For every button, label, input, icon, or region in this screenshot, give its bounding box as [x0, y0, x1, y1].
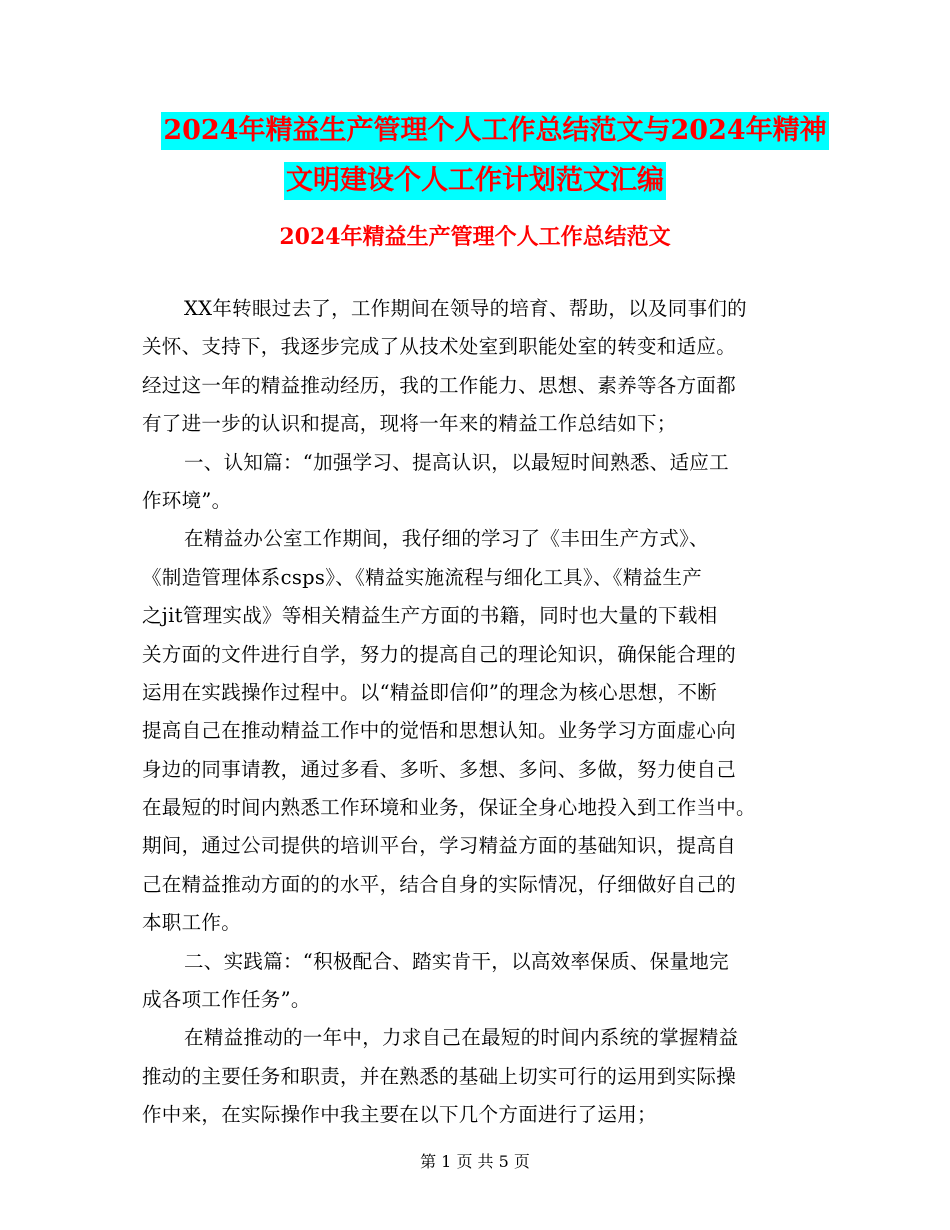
text-line: 本职工作。: [142, 911, 242, 935]
text-line: 一、认知篇：“加强学习、提高认识，以最短时间熟悉、适应工: [184, 450, 729, 474]
text-line: 推动的主要任务和职责，并在熟悉的基础上切实可行的运用到实际操: [142, 1064, 737, 1088]
section-heading: 2024年精益生产管理个人工作总结范文: [279, 224, 671, 250]
title-line-1: 2024年精益生产管理个人工作总结范文与2024年精神: [161, 112, 828, 150]
text-line: 成各项工作任务”。: [142, 988, 311, 1012]
document-title: [0, 112, 950, 200]
text-line: 经过这一年的精益推动经历，我的工作能力、思想、素养等各方面都: [142, 373, 737, 397]
text-line: 运用在实践操作过程中。以“精益即信仰”的理念为核心思想，不断: [142, 680, 717, 704]
text-line: 关方面的文件进行自学，努力的提高自己的理论知识，确保能合理的: [142, 642, 737, 666]
text-line: 作中来，在实际操作中我主要在以下几个方面进行了运用；: [142, 1103, 657, 1127]
text-line: 之jit管理实战》等相关精益生产方面的书籍，同时也大量的下载相: [142, 604, 718, 628]
text-line: 有了进一步的认识和提高，现将一年来的精益工作总结如下；: [142, 412, 677, 436]
text-line: 己在精益推动方面的的水平，结合自身的实际情况，仔细做好自己的: [142, 872, 737, 896]
page-footer: 第 1 页 共 5 页: [420, 1152, 530, 1171]
text-line: 提高自己在推动精益工作中的觉悟和思想认知。业务学习方面虚心向: [142, 719, 737, 743]
text-line: 在精益办公室工作期间，我仔细的学习了《丰田生产方式》、: [184, 527, 709, 551]
text-line: 关怀、支持下，我逐步完成了从技术处室到职能处室的转变和适应。: [142, 335, 737, 359]
title-line-2: 文明建设个人工作计划范文汇编: [284, 162, 666, 200]
text-line: 期间，通过公司提供的培训平台，学习精益方面的基础知识，提高自: [142, 834, 737, 858]
text-line: 二、实践篇：“积极配合、踏实肯干，以高效率保质、保量地完: [184, 949, 729, 973]
document-body: [142, 290, 812, 1135]
text-line: 作环境”。: [142, 488, 232, 512]
text-line: 身边的同事请教，通过多看、多听、多想、多问、多做，努力使自己: [142, 757, 737, 781]
text-line: 在精益推动的一年中，力求自己在最短的时间内系统的掌握精益: [184, 1026, 739, 1050]
text-line: 《制造管理体系csps》、《精益实施流程与细化工具》、《精益生产: [142, 565, 703, 589]
text-line: XX年转眼过去了，工作期间在领导的培育、帮助，以及同事们的: [184, 297, 747, 320]
text-line: 在最短的时间内熟悉工作环境和业务，保证全身心地投入到工作当中。: [142, 796, 756, 820]
